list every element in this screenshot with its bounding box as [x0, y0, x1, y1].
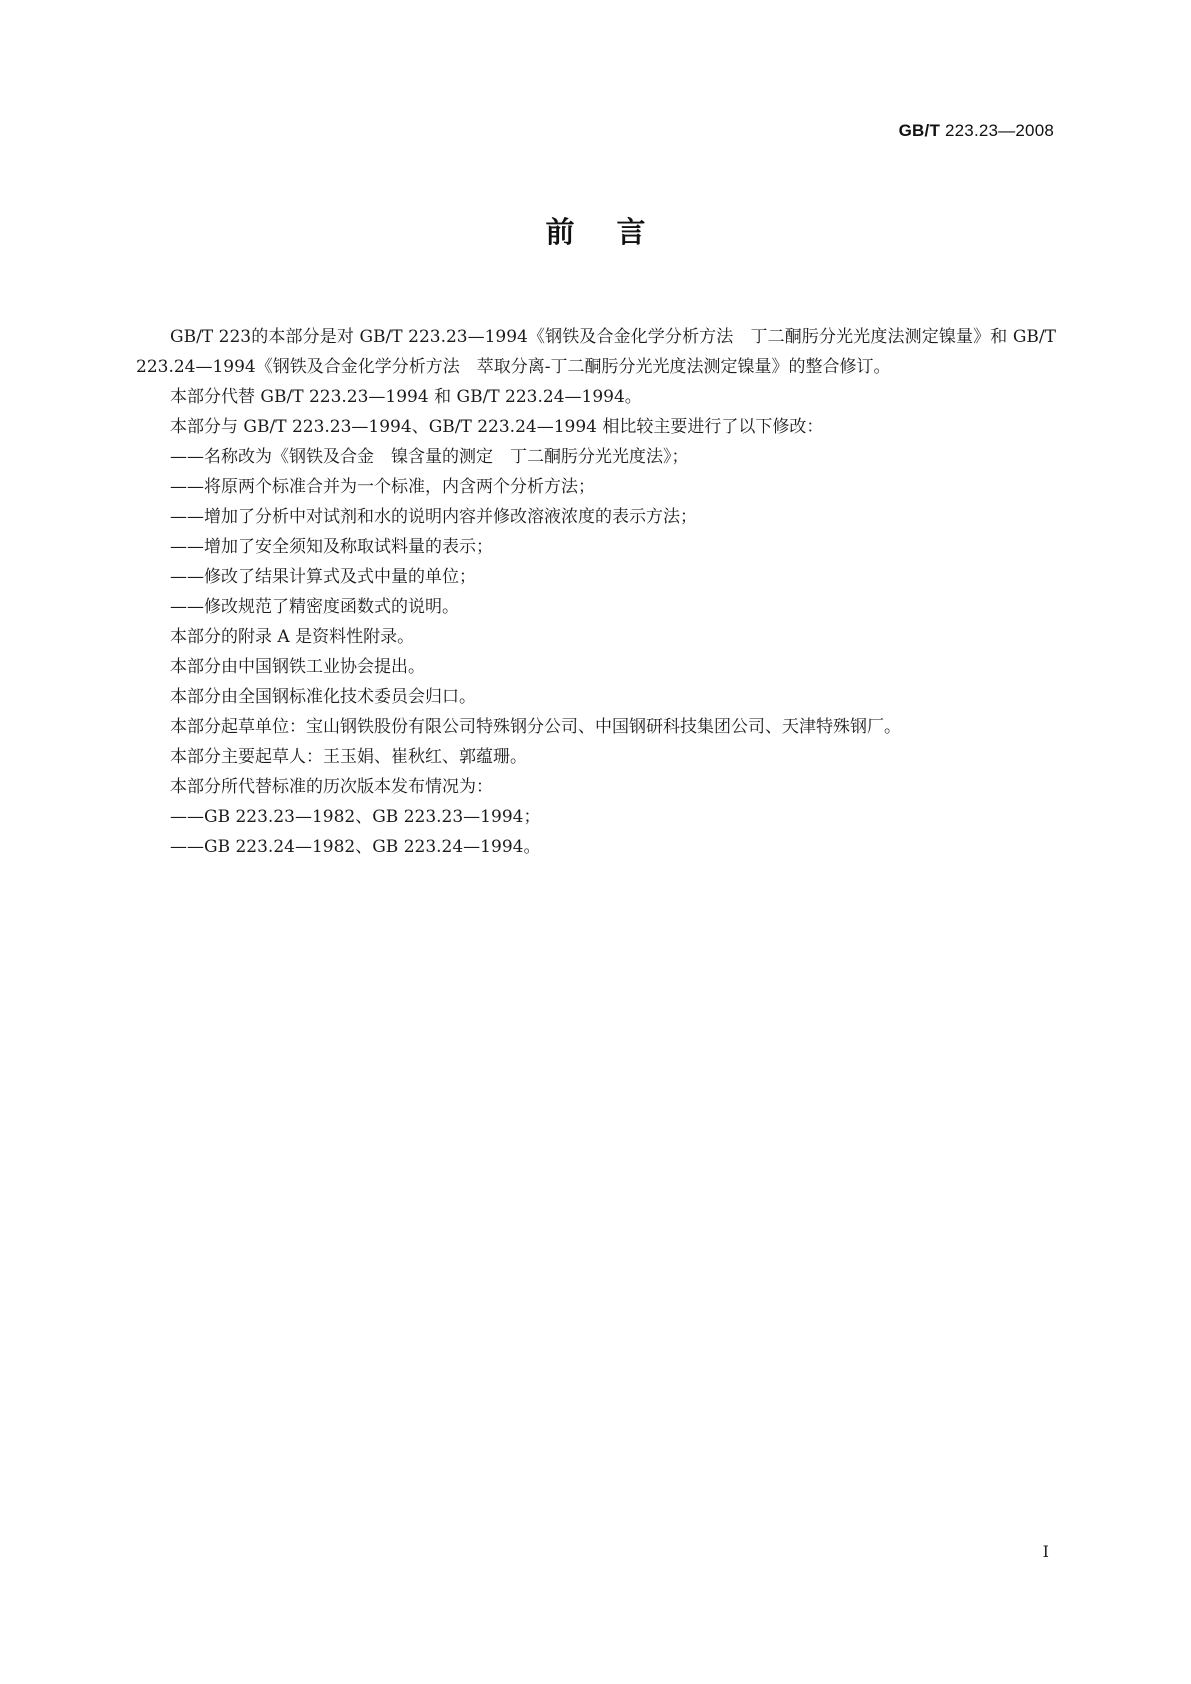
- standard-code: 223.23—2008: [944, 121, 1054, 140]
- change-item: ——增加了安全须知及称取试料量的表示；: [170, 537, 493, 557]
- paragraph-drafting-units: 本部分起草单位：宝山钢铁股份有限公司特殊钢分公司、中国钢研科技集团公司、天津特殊钢厂。: [170, 717, 901, 737]
- paragraph-replaces: 本部分代替 GB/T 223.23—1994 和 GB/T 223.24—1994。: [170, 387, 642, 407]
- paragraph-annex: 本部分的附录 A 是资料性附录。: [170, 627, 415, 647]
- paragraph-intro: GB/T 223的本部分是对 GB/T 223.23—1994《钢铁及合金化学分析方法 丁二酮肟分光光度法测定镍量》和 GB/T 223.24—1994《钢铁及合金化学分析方法 萃取分离-丁二酮肟分光光度法测定镍量》的整合修订。: [136, 327, 1056, 377]
- paragraph-drafters: 本部分主要起草人：王玉娟、崔秋红、郭蕴珊。: [170, 747, 527, 767]
- history-item: ——GB 223.23—1982、GB 223.23—1994；: [170, 807, 541, 827]
- history-item: ——GB 223.24—1982、GB 223.24—1994。: [170, 837, 541, 857]
- change-item: ——增加了分析中对试剂和水的说明内容并修改溶液浓度的表示方法；: [170, 507, 697, 527]
- paragraph-administered-by: 本部分由全国钢标准化技术委员会归口。: [170, 687, 476, 707]
- page-title: 前言: [545, 215, 688, 249]
- change-item: ——名称改为《钢铁及合金 镍含量的测定 丁二酮肟分光光度法》；: [170, 447, 689, 467]
- change-item: ——修改规范了精密度函数式的说明。: [170, 597, 459, 617]
- change-item: ——将原两个标准合并为一个标准，内含两个分析方法；: [170, 477, 595, 497]
- page-number: I: [1042, 1542, 1049, 1561]
- paragraph-proposed-by: 本部分由中国钢铁工业协会提出。: [170, 657, 425, 677]
- paragraph-changes-intro: 本部分与 GB/T 223.23—1994、GB/T 223.24—1994 相比较主要进行了以下修改：: [170, 417, 824, 437]
- paragraph-history-intro: 本部分所代替标准的历次版本发布情况为：: [170, 777, 493, 797]
- change-item: ——修改了结果计算式及式中量的单位；: [170, 567, 476, 587]
- standard-prefix: GB/T: [898, 121, 941, 140]
- foreword-body: [136, 322, 1056, 862]
- standard-number: [899, 121, 1054, 141]
